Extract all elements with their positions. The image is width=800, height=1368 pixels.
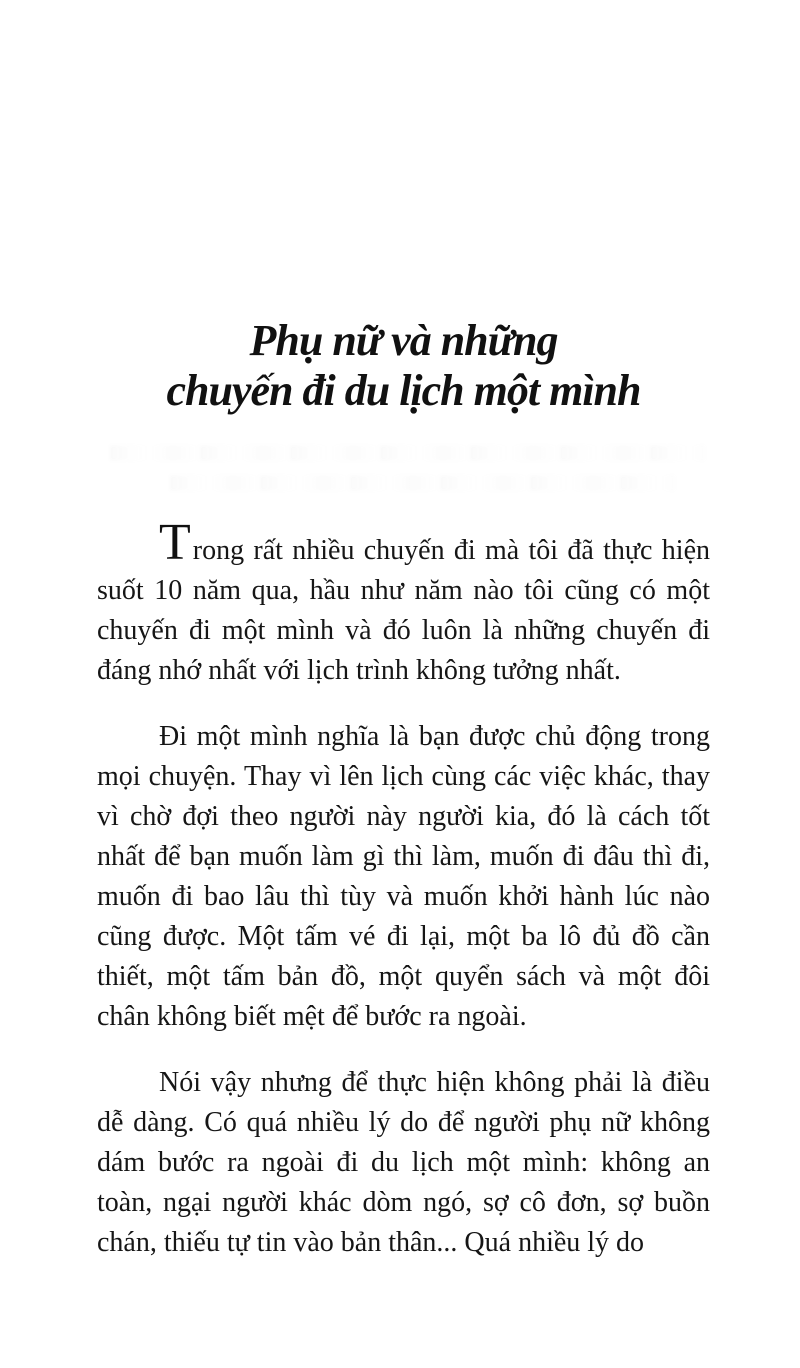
chapter-title-line2: chuyến đi du lịch một mình bbox=[166, 366, 641, 415]
paragraph: Đi một mình nghĩa là bạn được chủ động trong mọi chuyện. Thay vì lên lịch cùng các việc khác, thay vì chờ đợi theo người này người kia, đó là cách tốt nhất để bạn muốn làm gì thì làm, muốn đi đâu thì đi, muốn đi bao lâu thì tùy và muốn khởi hành lúc nào cũng được. Một tấm vé đi lại, một ba lô đủ đồ cần thiết, một tấm bản đồ, một quyển sách và một đôi chân không biết mệt để bước ra ngoài. bbox=[97, 721, 710, 1032]
body-text bbox=[97, 514, 710, 1289]
chapter-title bbox=[97, 316, 710, 416]
paragraph-lead bbox=[97, 514, 710, 691]
showthrough-smudge bbox=[170, 475, 675, 491]
paragraph: Nói vậy nhưng để thực hiện không phải là điều dễ dàng. Có quá nhiều lý do để người phụ nữ không dám bước ra ngoài đi du lịch một mình: không an toàn, ngại người khác dòm ngó, sợ cô đơn, sợ buồn chán, thiếu tự tin vào bản thân... Quá nhiều lý do bbox=[97, 1067, 710, 1258]
paragraph-lead-text: rong rất nhiều chuyến đi mà tôi đã thực hiện suốt 10 năm qua, hầu như năm nào tôi cũng có một chuyến đi một mình và đó luôn là những chuyến đi đáng nhớ nhất với lịch trình không tưởng nhất. bbox=[97, 535, 710, 686]
page-showthrough bbox=[110, 445, 705, 515]
drop-cap: T bbox=[159, 514, 191, 571]
chapter-title-line1: Phụ nữ và những bbox=[249, 316, 558, 365]
showthrough-smudge bbox=[110, 445, 705, 461]
